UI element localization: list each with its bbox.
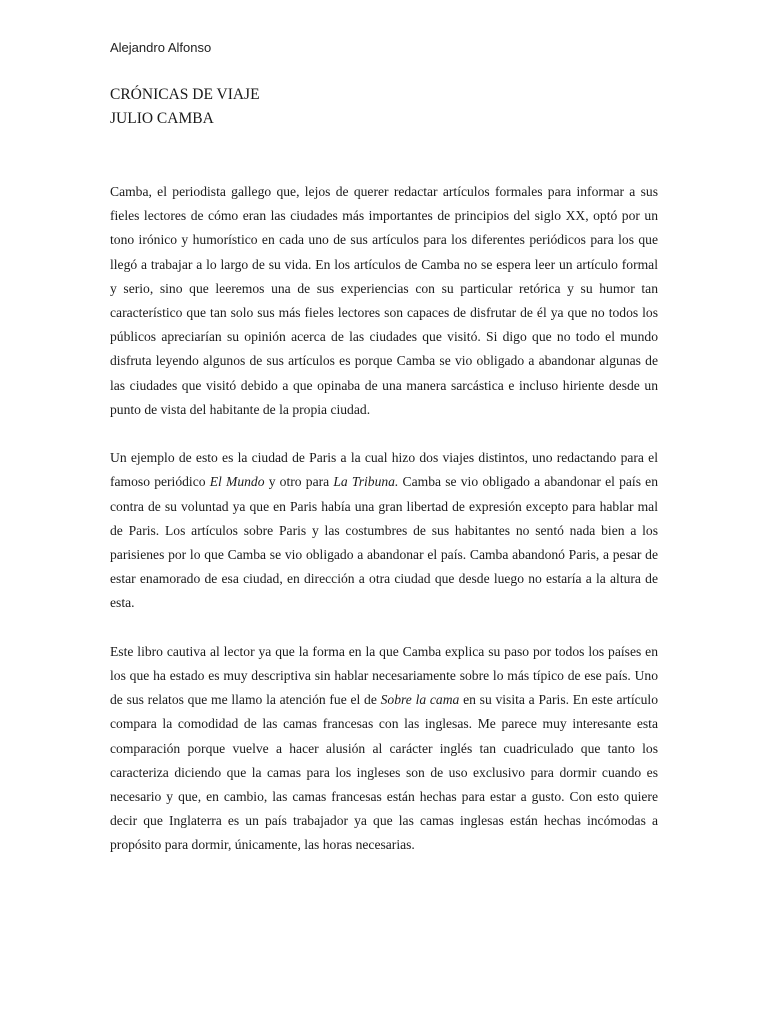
paragraph-3 xyxy=(110,640,658,858)
italic-title-sobre-la-cama: Sobre la cama xyxy=(380,692,460,708)
paragraph-2-text-c: Camba se vio obligado a abandonar el país en contra de su voluntad ya que en Paris había una gran libertad de expresión excepto para hablar mal de Paris. Los artículos sobre Paris y las costumbres de sus habitantes no sentó nada bien a los parisienes por lo que Camba se vio obligado a abandonar el país. Camba abandonó Paris, a pesar de estar enamorado de esa ciudad, en dirección a otra ciudad que desde luego no estaría a la altura de esta. xyxy=(110,474,659,611)
document-subtitle: JULIO CAMBA xyxy=(110,110,214,127)
body-text xyxy=(110,180,658,858)
paragraph-3-text-b: en su visita a Paris. En este artículo compara la comodidad de las camas francesas con las inglesas. Me parece muy interesante esta comparación porque vuelve a hacer alusión al carácter inglés tan cuadriculado que tanto los caracteriza diciendo que la camas para los ingleses son de uso exclusivo para dormir cuando es necesario y que, en cambio, las camas francesas están hechas para estar a gusto. Con esto quiere decir que Inglaterra es un país trabajador ya que las camas inglesas están hechas incómodas a propósito para dormir, únicamente, las horas necesarias. xyxy=(110,692,658,853)
document-title: CRÓNICAS DE VIAJE xyxy=(110,86,260,103)
title-block xyxy=(110,83,260,131)
paragraph-1: Camba, el periodista gallego que, lejos de querer redactar artículos formales para informar a sus fieles lectores de cómo eran las ciudades más importantes de principios del siglo XX, optó por un tono irónico y humorístico en cada uno de sus artículos para los diferentes periódicos para los que llegó a trabajar a lo largo de su vida. En los artículos de Camba no se espera leer un artículo formal y serio, sino que leeremos una de sus experiencias con su particular retórica y su humor tan característico que tan solo sus más fieles lectores son capaces de disfrutar de él ya que no todos los públicos apreciarían su opinión acerca de las ciudades que visitó. Si digo que no todo el mundo disfruta leyendo algunos de sus artículos es porque Camba se vio obligado a abandonar algunas de las ciudades que visitó debido a que opinaba de una manera sarcástica e incluso hiriente desde un punto de vista del habitante de la propia ciudad. xyxy=(110,184,658,417)
italic-title-la-tribuna: La Tribuna. xyxy=(333,474,399,490)
italic-title-el-mundo: El Mundo xyxy=(209,474,265,490)
paragraph-3-text-a: Este libro cautiva al lector ya que la forma en la que Camba explica su paso por todos los países en los que ha estado es muy descriptiva sin hablar necesariamente sobre lo más típico de ese país. Uno de sus relatos que me llamo la atención fue el de xyxy=(110,643,658,708)
header-author: Alejandro Alfonso xyxy=(110,40,212,55)
paragraph-2 xyxy=(110,446,658,615)
paragraph-2-text-a: Un ejemplo de esto es la ciudad de Paris a la cual hizo dos viajes distintos, uno redactando para el famoso periódico xyxy=(110,450,658,490)
paragraph-2-text-b: y otro para xyxy=(264,474,334,490)
